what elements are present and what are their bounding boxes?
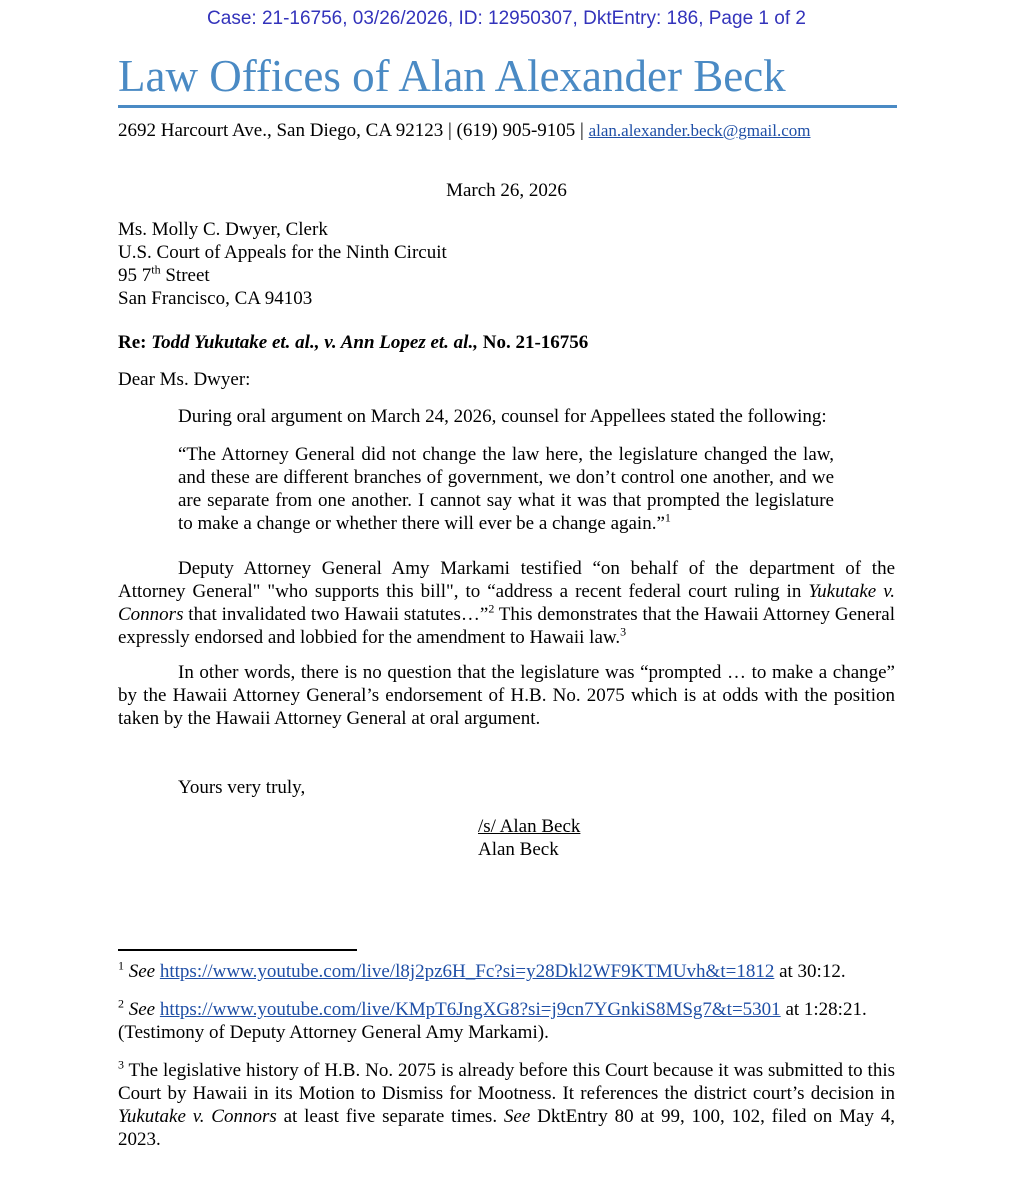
case-stamp: Case: 21-16756, 03/26/2026, ID: 12950307, DktEntry: 186, Page 1 of 2 bbox=[207, 8, 806, 29]
signature-block bbox=[478, 815, 580, 861]
salutation: Dear Ms. Dwyer: bbox=[118, 369, 251, 390]
paragraph-conclusion bbox=[118, 661, 895, 730]
testimony-case-name: Yukutake v. Connors bbox=[118, 581, 895, 625]
recipient-street bbox=[118, 264, 447, 287]
street-name: Street bbox=[160, 265, 210, 286]
quote-text: “The Attorney General did not change the law here, the legislature changed the law, and these are different branches of government, we don’t control one another, and we are separate from one another. I cannot say what it was that prompted the legislature to make a change or whether there will ever be a change again.” bbox=[178, 444, 834, 534]
paragraph-testimony-text bbox=[118, 557, 895, 649]
re-prefix: Re: bbox=[118, 332, 152, 353]
footnote-3 bbox=[118, 1059, 895, 1151]
recipient-city: San Francisco, CA 94103 bbox=[118, 288, 313, 309]
footnote-3-text-a: The legislative history of H.B. No. 2075 is already before this Court because it was submitted to this Court by Hawaii in its Motion to Dismiss for Mootness. It references the district court’s decision in bbox=[118, 1060, 895, 1104]
footnote-3-text-b: at least five separate times. bbox=[276, 1106, 504, 1127]
footnote-1 bbox=[118, 960, 895, 983]
letter-date: March 26, 2026 bbox=[446, 180, 567, 201]
testimony-text-b: that invalidated two Hawaii statutes…” bbox=[183, 604, 489, 625]
re-line bbox=[118, 332, 588, 354]
block-quote bbox=[178, 443, 834, 535]
paragraph-testimony bbox=[118, 557, 895, 649]
recipient-court: U.S. Court of Appeals for the Ninth Circuit bbox=[118, 242, 447, 263]
address-text: 2692 Harcourt Ave., San Diego, CA 92123 | (619) 905-9105 | bbox=[118, 120, 589, 141]
footnote-3-number: 3 bbox=[118, 1057, 124, 1072]
electronic-signature: /s/ Alan Beck bbox=[478, 816, 581, 837]
street-ordinal: th bbox=[151, 262, 161, 277]
firm-name: Law Offices of Alan Alexander Beck bbox=[118, 51, 786, 101]
signer-name: Alan Beck bbox=[478, 839, 559, 860]
testimony-text-c: This demonstrates that the Hawaii Attorney General expressly endorsed and lobbied for the amendment to Hawaii law. bbox=[118, 604, 895, 648]
footnote-1-link[interactable]: https://www.youtube.com/live/l8j2pz6H_Fc?si=y28Dkl2WF9KTMUvh&t=1812 bbox=[159, 961, 775, 982]
street-number: 95 7 bbox=[118, 265, 152, 286]
conclusion-text: In other words, there is no question that the legislature was “prompted … to make a change” by the Hawaii Attorney General’s endorsement of H.B. No. 2075 which is at odds with the position taken by the Hawaii Attorney General at oral argument. bbox=[118, 662, 895, 729]
footnote-2-link[interactable]: https://www.youtube.com/live/KMpT6JngXG8?si=j9cn7YGnkiS8MSg7&t=5301 bbox=[159, 999, 781, 1020]
footnote-ref-1: 1 bbox=[664, 510, 671, 525]
testimony-text-a: Deputy Attorney General Amy Markami testified “on behalf of the department of the Attorney General" "who supports this bill", to “address a recent federal court ruling in bbox=[118, 558, 895, 602]
recipient-name: Ms. Molly C. Dwyer, Clerk bbox=[118, 219, 328, 240]
footnote-1-number: 1 bbox=[118, 958, 124, 973]
footnote-1-tail: at 30:12. bbox=[774, 961, 846, 982]
footnote-2-tail: at 1:28:21. (Testimony of Deputy Attorney General Amy Markami). bbox=[118, 999, 867, 1043]
footnote-2 bbox=[118, 998, 895, 1044]
intro-paragraph: During oral argument on March 24, 2026, counsel for Appellees stated the following: bbox=[178, 406, 827, 427]
recipient-block bbox=[118, 218, 447, 310]
footnote-ref-2: 2 bbox=[488, 601, 495, 616]
footnote-ref-3: 3 bbox=[620, 624, 627, 639]
case-caption: Todd Yukutake et. al., v. Ann Lopez et. al., bbox=[151, 332, 478, 353]
letterhead-rule bbox=[118, 105, 897, 108]
letterhead-address bbox=[118, 120, 811, 142]
footnote-2-signal: See bbox=[128, 999, 156, 1020]
footnote-rule bbox=[118, 949, 357, 951]
footnote-3-case-name: Yukutake v. Connors bbox=[118, 1106, 277, 1127]
closing: Yours very truly, bbox=[178, 777, 306, 798]
email-link[interactable]: alan.alexander.beck@gmail.com bbox=[588, 121, 811, 140]
footnote-1-signal: See bbox=[128, 961, 156, 982]
footnote-3-text-c: DktEntry 80 at 99, 100, 102, filed on May 4, 2023. bbox=[118, 1106, 896, 1150]
footnote-3-signal: See bbox=[503, 1106, 531, 1127]
case-number: No. 21-16756 bbox=[477, 332, 589, 353]
footnote-2-number: 2 bbox=[118, 996, 124, 1011]
